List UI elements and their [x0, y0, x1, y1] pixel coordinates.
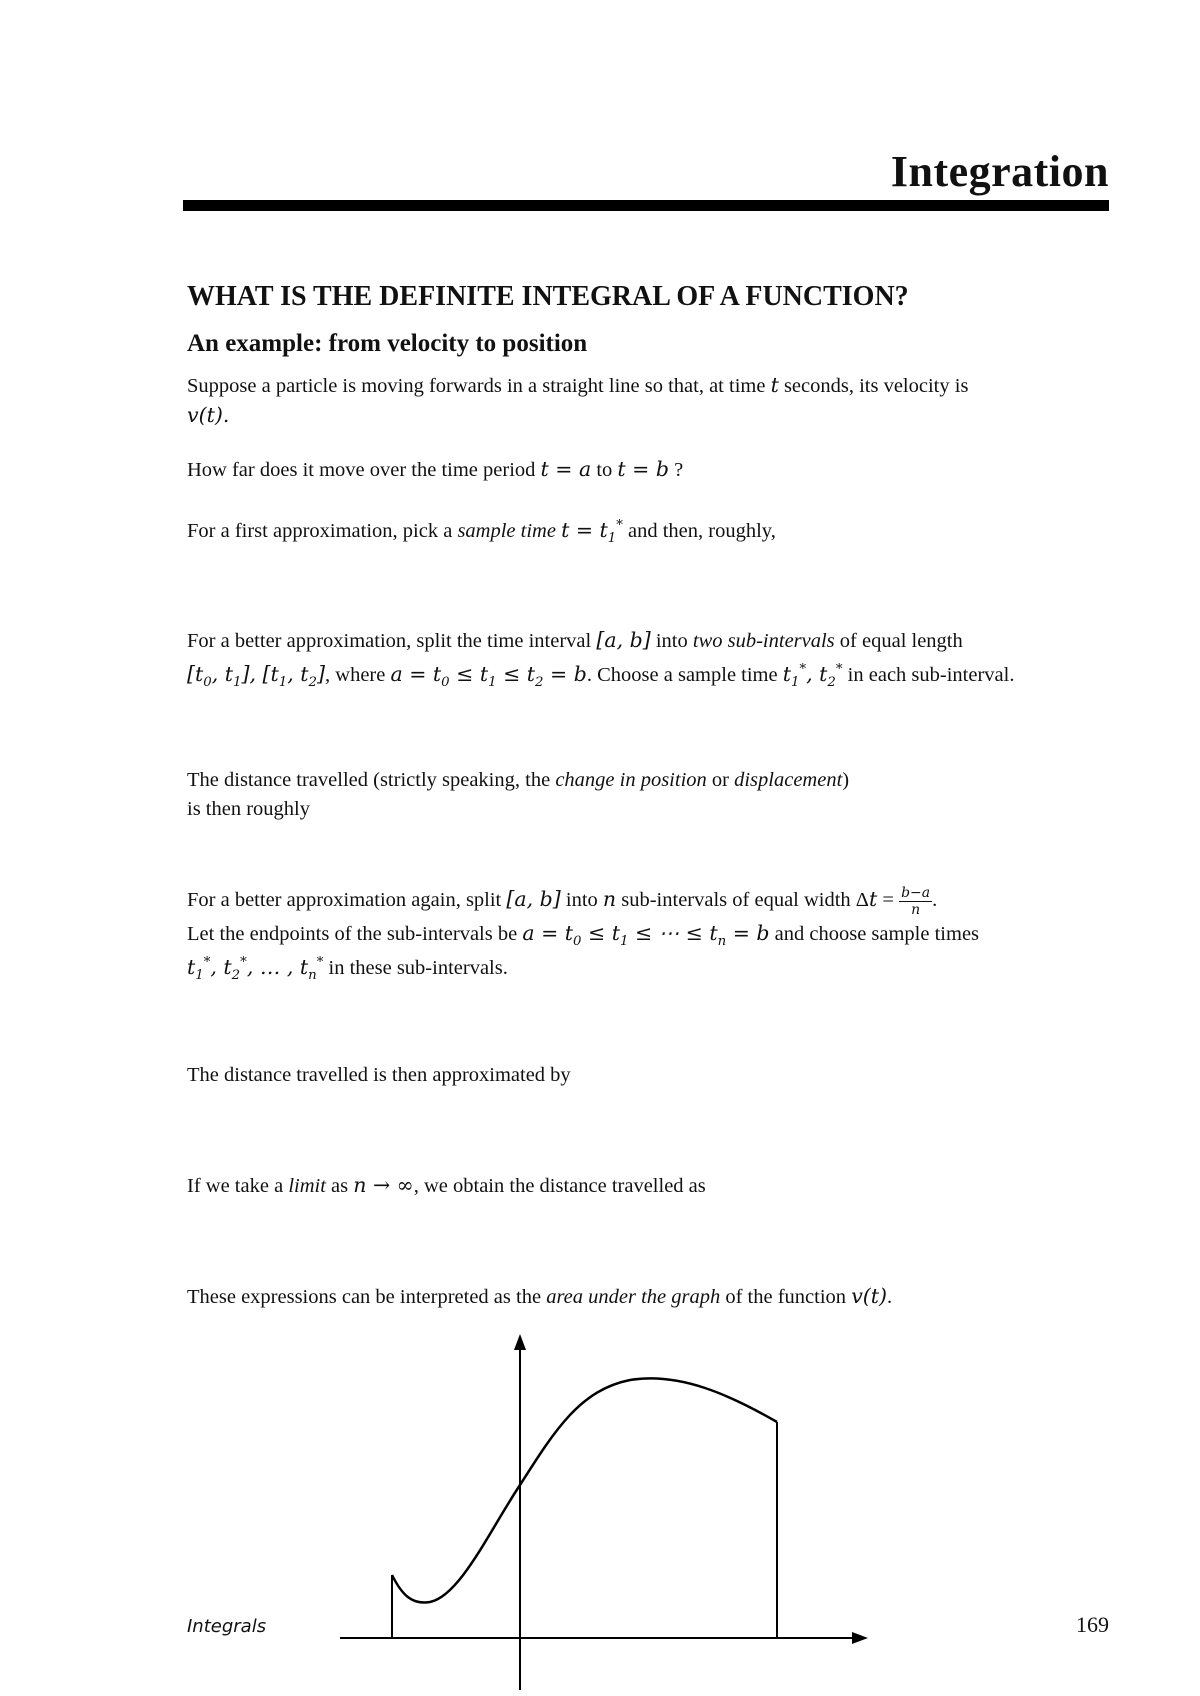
subsection-title: An example: from velocity to position	[187, 330, 588, 357]
paragraph-6-line-1: For a better approximation again, split [a, b] into n sub-intervals of equal width Δt = $\frac{b-a}{n}$ .	[187, 884, 938, 918]
footer-section-name: Integrals	[187, 1616, 267, 1637]
fraction-width: $\frac{b-a}{n}$	[901, 884, 931, 918]
paragraph-2: How far does it move over the time period t = a to t = b ?	[187, 457, 684, 481]
chapter-title: Integration	[890, 147, 1109, 196]
paragraph-4-line-2: [$t_0$, $t_1$], [$t_1$, $t_2$], where $a = t_0 \le t_1 \le t_2 = b$. Choose a sample time $t_1^*$, $t_2^*$ in each sub-interval.	[187, 661, 1015, 690]
y-axis-arrow	[514, 1334, 526, 1350]
paragraph-6-line-3: $t_1^*$, $t_2^*$, … , $t_n^*$ in these sub-intervals.	[187, 954, 508, 983]
paragraph-4-line-1: For a better approximation, split the time interval [a, b] into two sub-intervals of equal length	[187, 628, 963, 652]
section-title: WHAT IS THE DEFINITE INTEGRAL OF A FUNCTION?	[187, 281, 909, 312]
paragraph-5-line-1: The distance travelled (strictly speaking, the change in position or displacement)	[187, 769, 850, 791]
x-axis-arrow	[852, 1632, 868, 1644]
title-rule	[183, 200, 1109, 211]
paragraph-3: For a first approximation, pick a sample time $t = t_1^*$ and then, roughly,	[187, 517, 776, 546]
paragraph-9: These expressions can be interpreted as the area under the graph of the function v(t).	[187, 1284, 893, 1308]
paragraph-6-line-2: Let the endpoints of the sub-intervals be $a = t_0 \le t_1$ ≤ ⋯ ≤ $t_n = b$ and choose sample times	[187, 921, 980, 950]
paragraph-8: If we take a limit as n → ∞, we obtain the distance travelled as	[187, 1173, 706, 1197]
page-number: 169	[1076, 1612, 1109, 1637]
paragraph-1-line-1: Suppose a particle is moving forwards in a straight line so that, at time t seconds, its velocity is	[187, 373, 969, 397]
paragraph-1-line-2: v(t).	[187, 403, 230, 427]
paragraph-7: The distance travelled is then approximated by	[187, 1064, 571, 1086]
velocity-graph	[330, 1330, 870, 1696]
velocity-curve	[392, 1378, 777, 1602]
paragraph-5-line-2: is then roughly	[187, 798, 310, 820]
